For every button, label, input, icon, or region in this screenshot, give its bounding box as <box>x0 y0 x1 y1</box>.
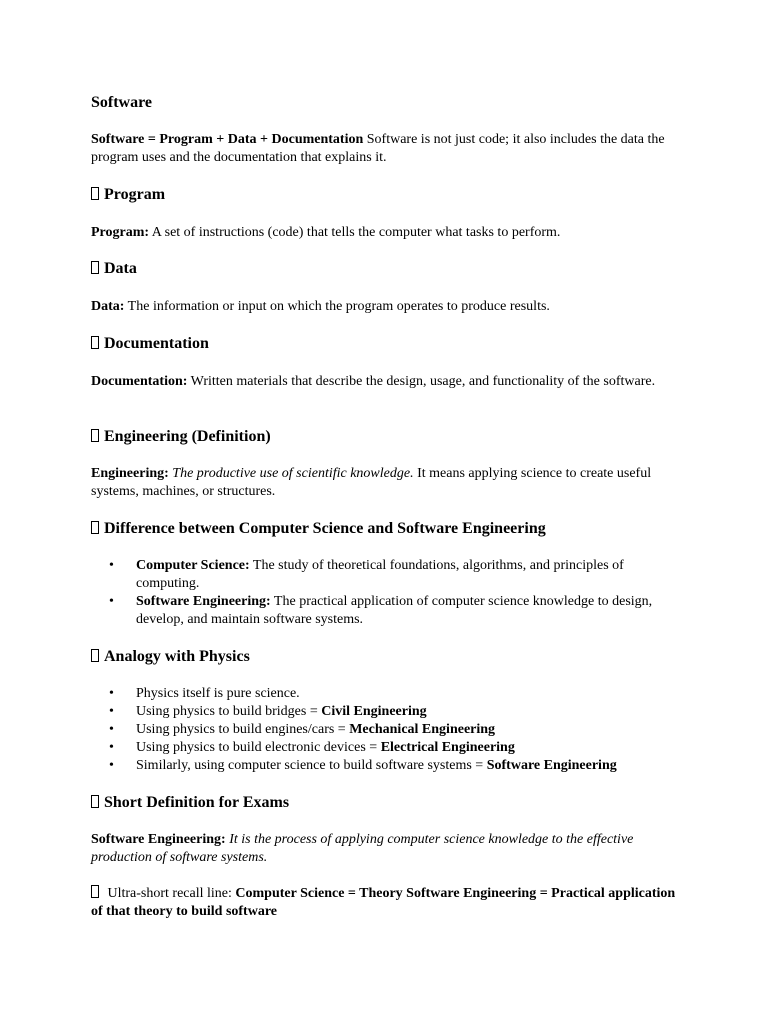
se-term: Software Engineering: <box>136 594 271 609</box>
list-item <box>136 685 681 703</box>
heading-analogy-text: Analogy with Physics <box>104 648 250 665</box>
engineering-italic: The productive use of scientific knowledge. <box>172 466 414 481</box>
list-item <box>136 593 681 629</box>
heading-engineering <box>91 427 681 447</box>
engineering-paragraph <box>91 465 681 501</box>
heading-documentation-text: Documentation <box>104 335 209 352</box>
list-item <box>136 703 681 721</box>
cs-term: Computer Science: <box>136 558 250 573</box>
analogy-bold: Civil Engineering <box>321 704 427 719</box>
square-icon <box>91 521 99 534</box>
exams-term: Software Engineering: <box>91 832 226 847</box>
data-term: Data: <box>91 299 125 314</box>
square-icon <box>91 187 99 200</box>
heading-data <box>91 259 681 279</box>
engineering-text: It means applying science to create useful systems, machines, or structures. <box>91 466 652 499</box>
data-text: The information or input on which the program operates to produce results. <box>124 299 550 314</box>
analogy-text: Similarly, using computer science to build software systems = <box>136 758 487 773</box>
square-icon <box>91 795 99 808</box>
analogy-bold: Software Engineering <box>486 758 617 773</box>
heading-exams-text: Short Definition for Exams <box>104 794 290 811</box>
se-text: The practical application of computer science knowledge to design, develop, and maintain software systems. <box>136 594 653 627</box>
heading-exams <box>91 793 681 813</box>
heading-program-text: Program <box>104 186 166 203</box>
title-text: Software <box>91 94 153 111</box>
square-icon <box>91 429 99 442</box>
intro-paragraph <box>91 131 681 167</box>
square-icon <box>91 336 99 349</box>
recall-paragraph <box>91 885 681 921</box>
engineering-term: Engineering: <box>91 466 169 481</box>
documentation-term: Documentation: <box>91 374 188 389</box>
exams-italic: It is the process of applying computer science knowledge to the effective production of software systems. <box>91 832 634 865</box>
analogy-text: Using physics to build electronic devices = <box>136 740 381 755</box>
documentation-text: Written materials that describe the design, usage, and functionality of the software. <box>187 374 656 389</box>
heading-difference <box>91 519 681 539</box>
analogy-list <box>91 685 681 775</box>
recall-bold: Computer Science = Theory Software Engineering = Practical application of that theory to build software <box>91 886 676 919</box>
program-paragraph <box>91 224 681 242</box>
program-text: A set of instructions (code) that tells the computer what tasks to perform. <box>149 225 561 240</box>
program-term: Program: <box>91 225 150 240</box>
list-item <box>136 739 681 757</box>
analogy-bold: Mechanical Engineering <box>349 722 496 737</box>
analogy-bold: Electrical Engineering <box>380 740 515 755</box>
analogy-text: Using physics to build bridges = <box>136 704 322 719</box>
analogy-text: Physics itself is pure science. <box>136 686 300 701</box>
heading-analogy <box>91 647 681 667</box>
heading-data-text: Data <box>104 260 137 277</box>
documentation-paragraph <box>91 373 681 391</box>
exams-paragraph <box>91 831 681 867</box>
heading-program <box>91 185 681 205</box>
heading-difference-text: Difference between Computer Science and Software Engineering <box>104 520 546 537</box>
list-item <box>136 757 681 775</box>
heading-engineering-text: Engineering (Definition) <box>104 428 271 445</box>
intro-formula: Software = Program + Data + Documentation <box>91 132 364 147</box>
list-item <box>136 557 681 593</box>
page-title <box>91 93 681 113</box>
square-icon <box>91 261 99 274</box>
analogy-text: Using physics to build engines/cars = <box>136 722 350 737</box>
heading-documentation <box>91 334 681 354</box>
list-item <box>136 721 681 739</box>
intro-text: Software is not just code; it also includes the data the program uses and the documentation that explains it. <box>91 132 665 165</box>
square-icon <box>91 649 99 662</box>
data-paragraph <box>91 298 681 316</box>
square-icon <box>91 885 99 898</box>
recall-text: Ultra-short recall line: <box>104 886 236 901</box>
difference-list <box>91 557 681 629</box>
cs-text: The study of theoretical foundations, algorithms, and principles of computing. <box>136 558 624 591</box>
